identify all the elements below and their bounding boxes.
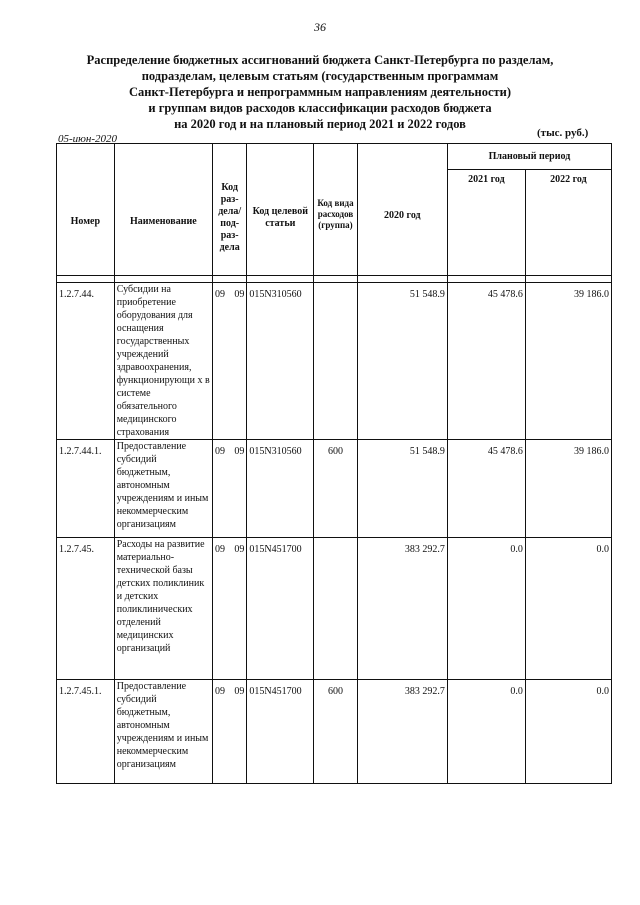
row-2021-amount: 45 478.6 <box>447 440 525 538</box>
budget-table <box>56 143 612 784</box>
row-section-code <box>212 538 246 680</box>
row-target-code: 015N451700 <box>247 538 314 680</box>
row-2022-amount: 39 186.0 <box>525 283 611 440</box>
document-title <box>60 52 580 132</box>
row-expense-type <box>314 283 358 440</box>
table-row <box>57 680 612 784</box>
row-target-code: 015N310560 <box>247 440 314 538</box>
header-target-code: Код целевой статьи <box>247 144 314 276</box>
row-podrazdel: 09 <box>234 686 245 697</box>
row-2021-amount: 45 478.6 <box>447 283 525 440</box>
row-razdel: 09 <box>214 686 225 697</box>
title-line: Распределение бюджетных ассигнований бюджета Санкт-Петербурга по разделам, <box>86 53 554 67</box>
row-section-code <box>212 283 246 440</box>
row-name: Субсидии на приобретение оборудования для оснащения государственных учреждений здравоохранения, функционирующи х в системе обязательного медицинского страхования <box>114 283 212 440</box>
header-name: Наименование <box>114 144 212 276</box>
date-stamp: 05-июн-2020 <box>58 133 118 145</box>
row-2022-amount: 39 186.0 <box>525 440 611 538</box>
row-2020-amount: 383 292.7 <box>357 538 447 680</box>
row-target-code: 015N451700 <box>247 680 314 784</box>
row-2020-amount: 383 292.7 <box>357 680 447 784</box>
row-section-code <box>212 680 246 784</box>
header-planned-period: Плановый период <box>447 144 611 170</box>
row-target-code: 015N310560 <box>247 283 314 440</box>
header-row <box>57 144 612 170</box>
row-razdel: 09 <box>214 544 225 555</box>
row-2022-amount: 0.0 <box>525 680 611 784</box>
header-section-code: Код раз-дела/ под-раз-дела <box>212 144 246 276</box>
row-number: 1.2.7.44. <box>57 283 115 440</box>
row-2021-amount: 0.0 <box>447 680 525 784</box>
table-row <box>57 283 612 440</box>
title-line: Санкт-Петербурга и непрограммным направлениям деятельности) <box>128 85 511 99</box>
row-number: 1.2.7.44.1. <box>57 440 115 538</box>
row-name: Предоставление субсидий бюджетным, автономным учреждениям и иным некоммерческим организациям <box>114 440 212 538</box>
row-expense-type <box>314 538 358 680</box>
title-line: и группам видов расходов классификации расходов бюджета <box>148 101 492 115</box>
header-year-2020: 2020 год <box>357 144 447 276</box>
header-number: Номер <box>57 144 115 276</box>
row-section-code <box>212 440 246 538</box>
row-razdel: 09 <box>214 446 225 457</box>
row-number: 1.2.7.45.1. <box>57 680 115 784</box>
row-2020-amount: 51 548.9 <box>357 283 447 440</box>
page-number: 36 <box>314 20 326 34</box>
row-2022-amount: 0.0 <box>525 538 611 680</box>
row-podrazdel: 09 <box>234 544 245 555</box>
title-line: на 2020 год и на плановый период 2021 и 2022 годов <box>174 117 466 131</box>
row-expense-type: 600 <box>314 680 358 784</box>
title-line: подразделам, целевым статьям (государственным программам <box>141 69 499 83</box>
row-number: 1.2.7.45. <box>57 538 115 680</box>
units-label: (тыс. руб.) <box>537 127 589 139</box>
row-podrazdel: 09 <box>234 446 245 457</box>
table-row <box>57 538 612 680</box>
header-year-2021: 2021 год <box>447 169 525 275</box>
spacer-row <box>57 276 612 283</box>
row-podrazdel: 09 <box>234 289 245 300</box>
row-name: Расходы на развитие материально-технической базы детских поликлиник и детских поликлинических отделений медицинских организаций <box>114 538 212 680</box>
header-year-2022: 2022 год <box>525 169 611 275</box>
row-2021-amount: 0.0 <box>447 538 525 680</box>
row-expense-type: 600 <box>314 440 358 538</box>
header-expense-type: Код вида расходов (группа) <box>314 144 358 276</box>
row-name: Предоставление субсидий бюджетным, автономным учреждениям и иным некоммерческим организациям <box>114 680 212 784</box>
row-razdel: 09 <box>214 289 225 300</box>
table-row <box>57 440 612 538</box>
row-2020-amount: 51 548.9 <box>357 440 447 538</box>
